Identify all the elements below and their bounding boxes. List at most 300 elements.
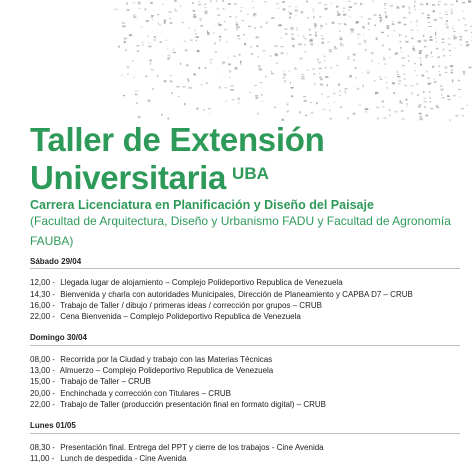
map-dot [365, 51, 366, 53]
map-dot [305, 51, 306, 53]
map-dot [451, 10, 454, 11]
map-dot [345, 92, 346, 94]
map-dot [451, 69, 453, 71]
map-dot [421, 74, 424, 76]
map-dot [419, 57, 421, 58]
map-dot [420, 61, 422, 62]
map-dot [230, 89, 233, 91]
list-item [30, 300, 460, 311]
map-dot [409, 8, 410, 10]
item-time: 13,00 - [30, 365, 58, 376]
map-dot [249, 92, 251, 93]
map-dot [452, 28, 453, 30]
map-dot [166, 40, 167, 42]
map-dot [353, 60, 354, 61]
map-dot [460, 96, 461, 97]
item-text: Bienvenida y charla con autoridades Municipales, Dirección de Planeamiento y CAPBA D7 – CRUB [58, 290, 413, 299]
map-dot [343, 8, 346, 9]
map-dot [423, 35, 424, 37]
map-dot [314, 83, 316, 85]
map-dot [406, 103, 408, 105]
title-line-1: Taller de Extensión [30, 123, 324, 156]
map-dot [427, 71, 428, 73]
map-dot [150, 62, 151, 64]
map-dot [313, 68, 315, 70]
map-dot [432, 66, 434, 68]
map-dot [275, 53, 278, 54]
map-dot [150, 2, 153, 4]
map-dot [340, 107, 342, 108]
map-dot [348, 1, 350, 2]
map-dot [241, 7, 243, 8]
map-dot [425, 55, 428, 57]
map-dot [409, 12, 410, 13]
map-dot [160, 41, 162, 43]
map-dot [283, 77, 285, 79]
map-dot [232, 99, 235, 100]
map-dot [194, 30, 196, 32]
map-dot [358, 104, 361, 105]
map-dot [416, 22, 419, 23]
map-dot [466, 41, 469, 43]
day-heading: Lunes 01/05 [30, 420, 460, 431]
map-dot [229, 70, 232, 72]
item-text: Cena Bienvenida – Complejo Polideportivo Republica de Venezuela [58, 312, 301, 321]
map-dot [167, 117, 169, 119]
map-dot [188, 87, 191, 89]
map-dot [169, 12, 172, 13]
map-dot [126, 2, 128, 4]
map-dot [355, 67, 357, 69]
map-dot [286, 102, 289, 103]
map-dot [185, 50, 188, 52]
map-dot [167, 48, 168, 49]
map-dot [292, 38, 295, 40]
map-dot [322, 42, 324, 44]
map-dot [442, 97, 445, 98]
map-dot [280, 38, 283, 39]
map-dot [142, 44, 143, 46]
map-dot [193, 16, 196, 18]
map-dot [452, 80, 454, 82]
map-dot [193, 14, 196, 15]
map-dot [290, 87, 294, 89]
map-dot [403, 17, 406, 18]
map-dot [192, 2, 194, 4]
map-dot [450, 4, 453, 5]
map-dot [132, 2, 135, 3]
map-dot [412, 38, 413, 39]
map-dot [343, 11, 345, 12]
map-dot [441, 94, 442, 96]
map-dot [401, 110, 404, 111]
map-dot [118, 46, 120, 48]
map-dot [237, 35, 240, 37]
map-dot [410, 22, 413, 23]
map-dot [380, 79, 382, 80]
map-dot [167, 58, 169, 60]
map-dot [290, 82, 291, 84]
schedule-day-block [30, 420, 460, 464]
map-dot [121, 74, 122, 75]
map-dot [368, 29, 369, 30]
map-dot [404, 24, 407, 25]
map-dot [295, 7, 298, 8]
map-dot [349, 6, 353, 8]
map-dot [316, 102, 318, 104]
map-dot [445, 67, 448, 68]
map-dot [413, 50, 416, 52]
map-dot [175, 10, 178, 12]
map-dot [200, 25, 203, 27]
map-dot [452, 26, 453, 27]
map-dot [463, 18, 464, 19]
map-dot [416, 20, 418, 21]
map-dot [307, 17, 309, 18]
item-text: Trabajo de Taller / dibujo / primeras ideas / corrección por grupos – CRUB [58, 301, 322, 310]
map-dot [336, 6, 339, 8]
map-dot [218, 24, 221, 26]
map-dot [161, 114, 163, 116]
map-dot [426, 3, 428, 5]
map-dot [382, 106, 384, 108]
map-dot [427, 17, 430, 18]
map-dot [402, 6, 405, 8]
map-dot [283, 9, 286, 11]
map-dot [224, 29, 226, 30]
map-dot [323, 56, 325, 58]
map-dot [466, 45, 468, 46]
map-dot [296, 27, 297, 28]
map-dot [340, 36, 342, 38]
map-dot [437, 57, 440, 58]
item-time: 14,30 - [30, 289, 58, 300]
map-dot [415, 70, 416, 71]
map-dot [375, 94, 376, 95]
map-dot [229, 16, 231, 17]
map-dot [164, 80, 167, 82]
map-dot [254, 85, 256, 86]
map-dot [454, 48, 456, 49]
map-dot [209, 113, 211, 114]
map-dot [286, 104, 288, 105]
map-dot [217, 8, 219, 10]
map-dot [418, 106, 421, 108]
map-dot [310, 41, 311, 42]
map-dot [132, 60, 133, 62]
map-dot [328, 41, 329, 43]
map-dot [329, 118, 332, 120]
map-dot [382, 45, 384, 47]
map-dot [448, 44, 450, 45]
map-dot [209, 59, 212, 60]
map-dot [385, 77, 386, 78]
map-dot [261, 94, 262, 96]
map-dot [235, 16, 237, 18]
day-heading: Domingo 30/04 [30, 332, 460, 343]
map-dot [438, 65, 440, 67]
map-dot [326, 84, 328, 86]
map-dot [241, 10, 242, 12]
map-dot [271, 73, 274, 74]
map-dot [318, 62, 321, 63]
map-dot [389, 49, 391, 51]
map-dot [257, 56, 259, 57]
map-dot [158, 23, 159, 24]
map-dot [446, 26, 448, 28]
schedule [30, 256, 460, 464]
map-dot [386, 25, 389, 27]
map-dot [135, 91, 138, 92]
map-dot [334, 46, 336, 48]
map-dot [157, 14, 159, 15]
map-dot [445, 68, 447, 69]
map-dot [322, 38, 324, 39]
list-item [30, 376, 460, 387]
map-dot [407, 55, 409, 57]
map-dot [398, 83, 401, 84]
map-dot [147, 35, 148, 37]
map-dot [356, 88, 359, 90]
map-dot [320, 84, 323, 86]
divider [30, 433, 460, 434]
map-dot [198, 1, 201, 2]
map-dot [266, 22, 268, 24]
list-item [30, 354, 460, 365]
map-dot [133, 16, 136, 18]
map-dot [354, 3, 357, 5]
map-dot [158, 24, 161, 25]
map-dot [180, 63, 181, 65]
map-dot [315, 34, 317, 36]
map-dot [362, 26, 364, 28]
map-dot [310, 43, 313, 45]
map-dot [417, 94, 419, 96]
map-dot [253, 6, 254, 8]
map-dot [449, 50, 451, 51]
map-dot [461, 115, 464, 116]
map-dot [459, 36, 462, 37]
map-dot [152, 19, 154, 20]
map-dot [451, 8, 452, 10]
map-dot [438, 4, 439, 6]
map-dot [133, 14, 135, 16]
map-dot [311, 112, 314, 114]
map-dot [295, 9, 298, 11]
faculty-line-2: FAUBA) [30, 233, 73, 249]
map-dot [277, 8, 280, 9]
map-dot [284, 28, 287, 30]
map-dot [395, 53, 398, 55]
map-dot [360, 4, 362, 6]
map-dot [174, 0, 177, 2]
map-dot [386, 87, 387, 88]
map-dot [224, 87, 227, 88]
map-dot [443, 49, 444, 51]
map-dot [321, 35, 322, 36]
map-dot [336, 65, 338, 66]
map-dot [304, 44, 306, 45]
map-dot [328, 103, 329, 104]
map-dot [415, 9, 416, 10]
map-dot [154, 39, 156, 40]
map-dot [444, 4, 447, 5]
map-dot [215, 51, 217, 53]
map-dot [436, 106, 439, 108]
map-dot [196, 108, 198, 110]
map-dot [274, 107, 276, 109]
map-dot [419, 50, 422, 52]
map-dot [469, 67, 470, 69]
map-dot [258, 65, 260, 67]
map-dot [196, 36, 199, 38]
map-dot [169, 18, 171, 19]
map-dot [438, 1, 441, 3]
map-dot [414, 63, 416, 64]
map-dot [338, 23, 341, 24]
map-dot [269, 55, 272, 56]
map-dot [319, 77, 322, 78]
map-dot [287, 53, 288, 54]
map-dot [347, 117, 349, 119]
map-dot [325, 76, 328, 78]
map-dot [290, 28, 293, 30]
map-dot [454, 37, 457, 39]
map-dot [430, 97, 431, 99]
map-dot [337, 13, 339, 14]
map-dot [427, 15, 429, 16]
map-dot [439, 71, 441, 72]
map-dot [464, 30, 467, 32]
map-dot [305, 115, 307, 116]
map-dot [280, 46, 284, 47]
map-dot [338, 85, 340, 86]
career-line: Carrera Licenciatura en Planificación y Diseño del Paisaje [30, 197, 374, 213]
map-dot [289, 17, 291, 19]
map-dot [306, 1, 308, 3]
map-dot [229, 77, 230, 79]
map-dot [323, 109, 326, 111]
map-dot [173, 49, 174, 51]
map-dot [327, 96, 330, 98]
map-dot [205, 10, 208, 12]
map-dot [122, 26, 125, 27]
map-dot [379, 77, 381, 78]
map-dot [299, 111, 301, 113]
map-dot [449, 119, 450, 121]
map-dot [343, 14, 346, 16]
map-dot [224, 21, 226, 22]
map-dot [205, 7, 207, 8]
divider [30, 345, 460, 346]
map-dot [137, 116, 140, 118]
map-dot [334, 48, 337, 50]
map-dot [124, 38, 127, 40]
map-dot [332, 22, 335, 24]
map-dot [423, 91, 425, 93]
map-dot [353, 55, 354, 56]
map-dot [400, 102, 403, 104]
item-time: 08,30 - [30, 442, 58, 453]
map-dot [428, 83, 432, 85]
map-dot [383, 57, 384, 59]
map-dot [374, 80, 376, 82]
map-dot [240, 63, 241, 65]
item-time: 20,00 - [30, 388, 58, 399]
map-dot [206, 82, 208, 84]
map-dot [256, 97, 259, 99]
map-dot [371, 52, 374, 54]
map-dot [364, 42, 366, 43]
map-dot [462, 2, 465, 4]
map-dot [314, 28, 315, 29]
map-dot [425, 115, 428, 117]
map-dot [148, 100, 151, 102]
map-dot [361, 73, 362, 74]
map-dot [182, 86, 185, 87]
map-dot [290, 27, 293, 28]
map-dot [162, 4, 164, 5]
map-dot [368, 22, 370, 24]
map-dot [146, 20, 149, 22]
map-dot [321, 94, 323, 95]
map-dot [415, 75, 418, 76]
map-dot [398, 21, 401, 23]
map-dot [283, 71, 285, 72]
map-dot [287, 111, 289, 113]
map-dot [195, 33, 197, 34]
map-dot [429, 92, 430, 93]
map-dot [365, 112, 368, 113]
map-dot [199, 67, 200, 69]
map-dot [412, 48, 415, 50]
map-dot [401, 51, 403, 52]
map-dot [256, 45, 258, 47]
map-dot [243, 34, 245, 35]
map-dot [393, 92, 395, 94]
map-dot [339, 31, 340, 33]
map-dot [313, 16, 314, 17]
map-dot [344, 88, 347, 89]
map-dot [251, 53, 253, 55]
map-dot [405, 36, 407, 37]
map-dot [127, 9, 130, 11]
map-dot [210, 0, 211, 2]
item-text: Recorrida por la Ciudad y trabajo con las Materias Técnicas [58, 355, 272, 364]
map-dot [403, 73, 405, 75]
map-dot [355, 77, 357, 79]
map-dot [451, 72, 453, 74]
item-time: 12,00 - [30, 277, 58, 288]
map-dot [402, 65, 405, 66]
map-dot [297, 35, 299, 36]
map-dot [171, 92, 173, 94]
map-dot [289, 71, 290, 72]
map-dot [380, 20, 383, 21]
map-dot [436, 41, 438, 42]
map-dot [283, 74, 286, 76]
map-dot [139, 8, 141, 9]
map-dot [337, 11, 339, 13]
map-dot [442, 42, 445, 43]
map-dot [463, 11, 464, 12]
map-dot [356, 23, 358, 24]
map-dot [376, 37, 378, 39]
map-dot [230, 86, 234, 87]
map-dot [235, 67, 238, 69]
map-dot [324, 4, 327, 5]
map-dot [298, 44, 301, 46]
